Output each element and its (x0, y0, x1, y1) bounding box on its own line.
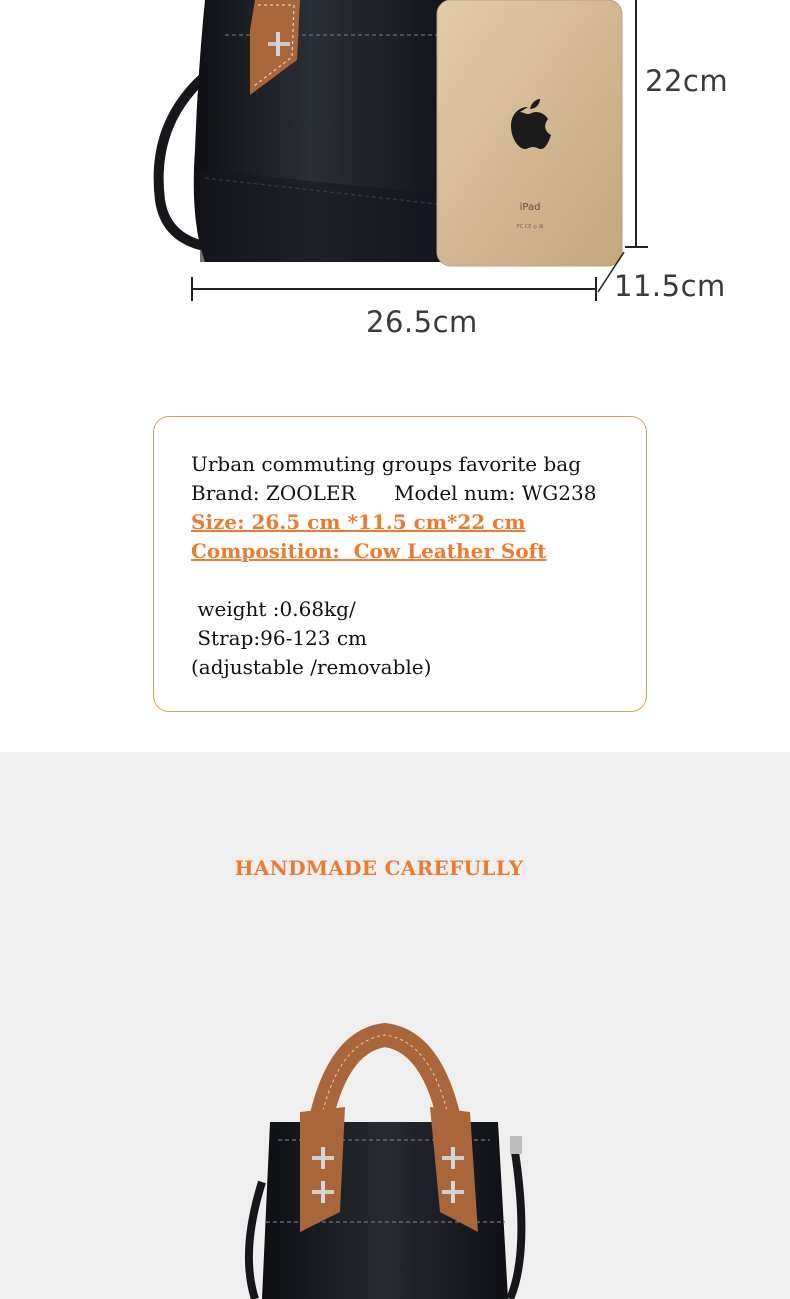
depth-dimension-label: 11.5cm (614, 269, 726, 303)
spec-weight: weight :0.68kg/ (191, 597, 356, 621)
spec-size: Size: 26.5 cm *11.5 cm*22 cm (191, 510, 526, 534)
handmade-section (0, 752, 790, 1299)
svg-text:FC CE ◎ ⊠: FC CE ◎ ⊠ (516, 224, 544, 230)
spec-adjustable: (adjustable /removable) (191, 655, 432, 679)
spec-tagline: Urban commuting groups favorite bag (191, 452, 581, 476)
spec-composition: Composition: Cow Leather Soft (191, 539, 547, 563)
height-dimension-label: 22cm (645, 64, 729, 98)
spec-strap: Strap:96-123 cm (191, 626, 368, 650)
spec-brand: Brand: ZOOLER (191, 481, 356, 505)
width-dimension-label: 26.5cm (366, 305, 478, 339)
handbag-image (0, 752, 790, 1299)
spec-model: Model num: WG238 (394, 481, 597, 505)
section-title: HANDMADE CAREFULLY (234, 856, 524, 880)
ipad-label: iPad (519, 202, 541, 213)
